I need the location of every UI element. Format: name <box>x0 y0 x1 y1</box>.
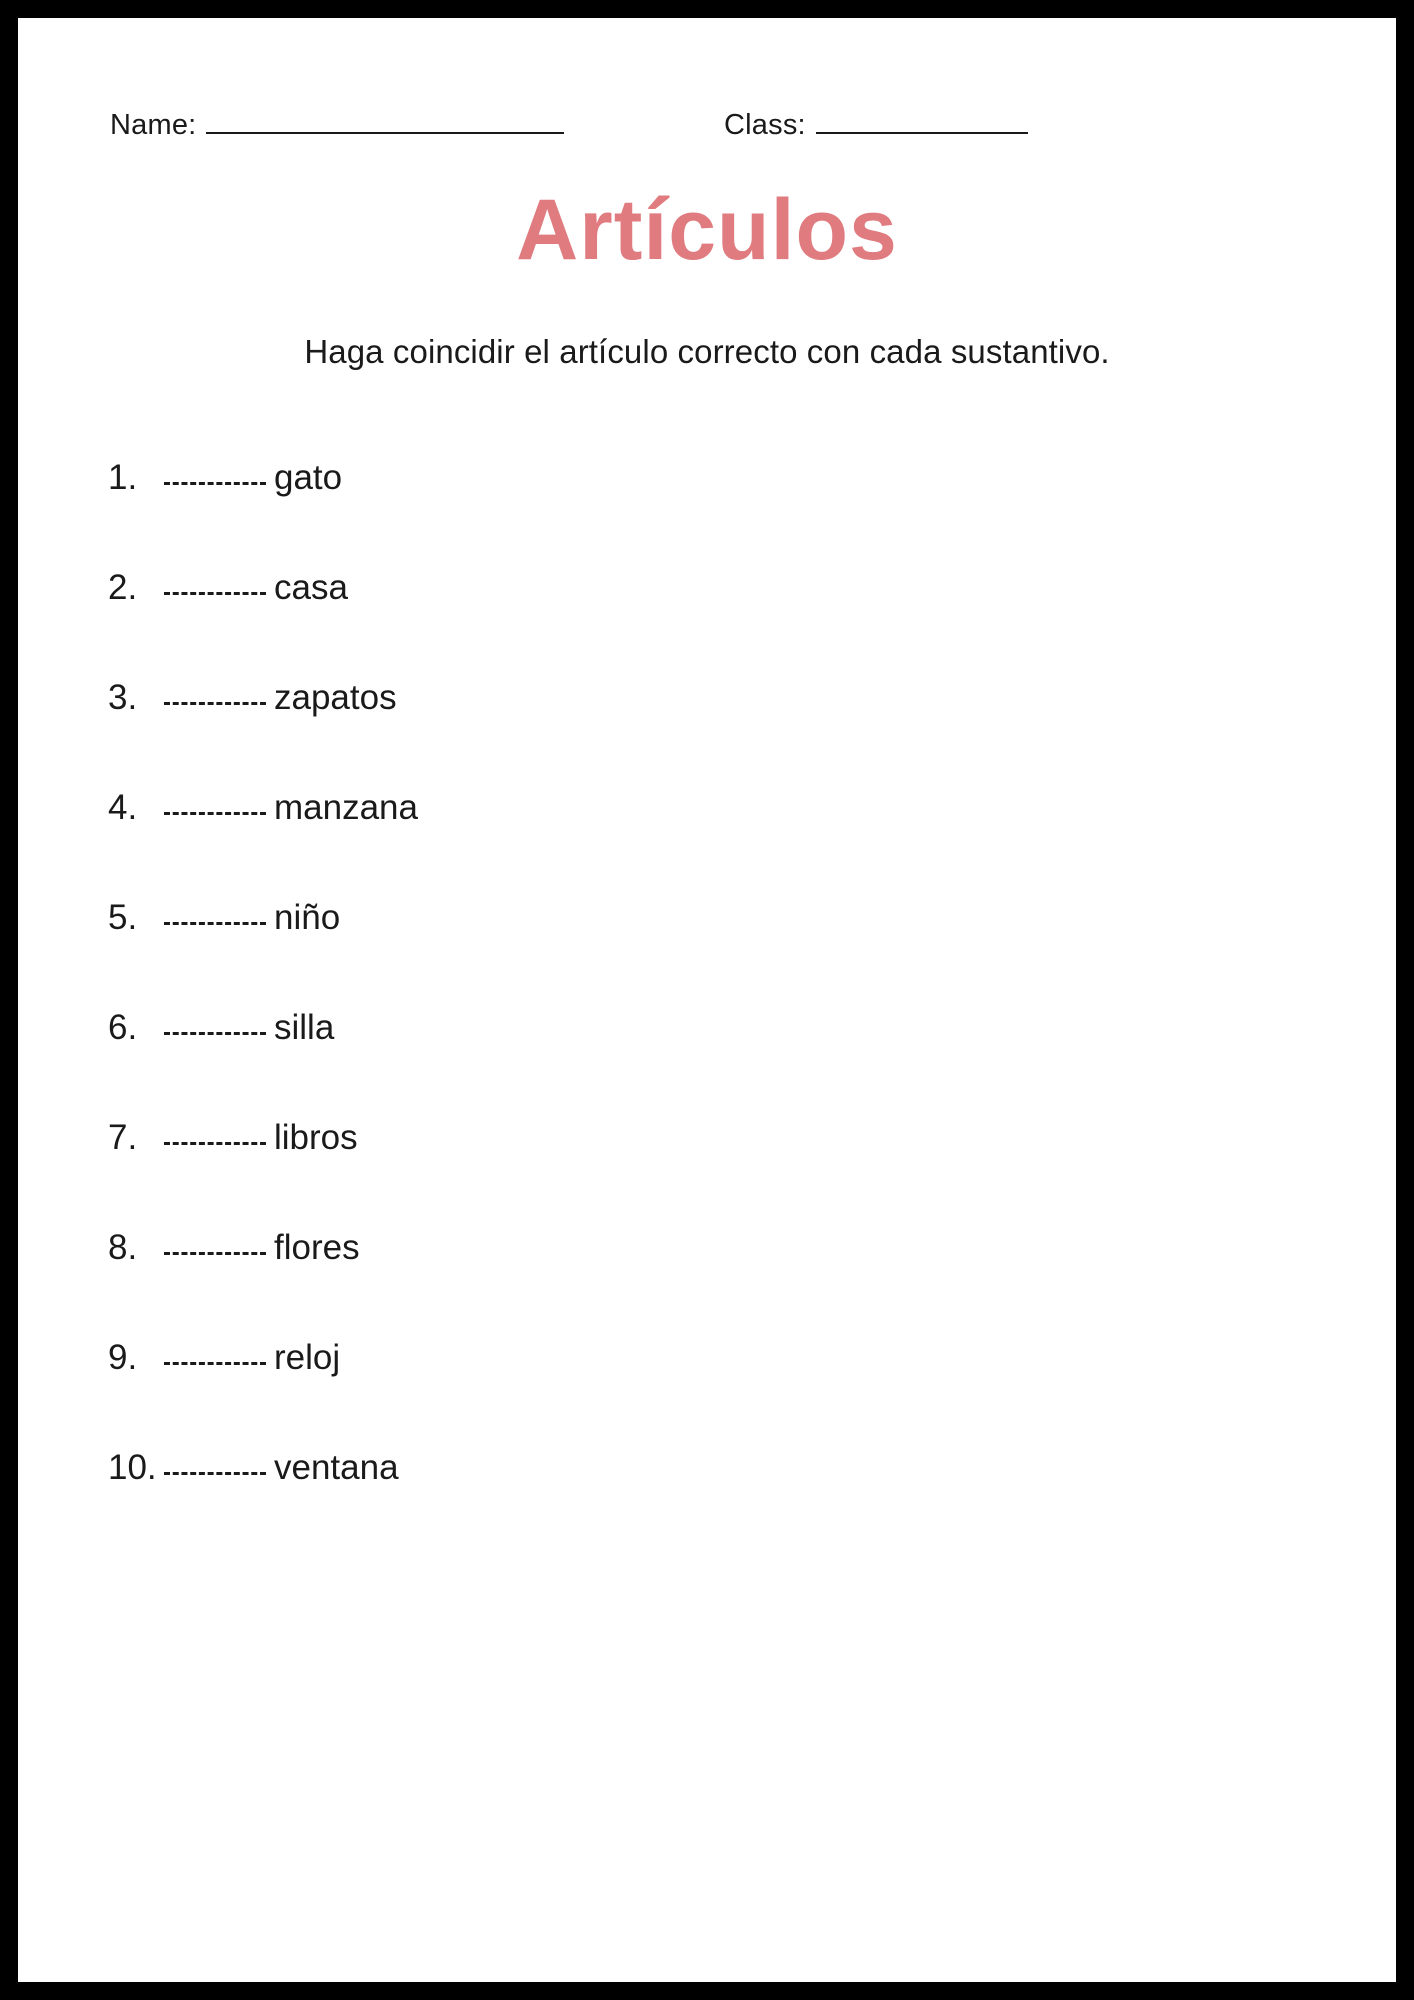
list-item <box>108 788 1208 898</box>
item-word: flores <box>274 1228 360 1267</box>
class-field-group <box>724 106 1028 142</box>
answer-blank[interactable] <box>164 1136 266 1145</box>
item-word: ventana <box>274 1448 399 1487</box>
list-item <box>108 568 1208 678</box>
item-word: zapatos <box>274 678 397 717</box>
list-item <box>108 1228 1208 1338</box>
item-word: niño <box>274 898 341 937</box>
list-item <box>108 898 1208 1008</box>
exercise-list <box>108 458 1208 1558</box>
item-number: 7. <box>108 1118 138 1157</box>
instructions-text: Haga coincidir el artículo correcto con cada sustantivo. <box>304 333 1110 370</box>
item-number: 6. <box>108 1008 138 1047</box>
worksheet-page <box>18 18 1396 1982</box>
list-item <box>108 1338 1208 1448</box>
item-number: 4. <box>108 788 138 827</box>
answer-blank[interactable] <box>164 806 266 815</box>
class-input-blank[interactable] <box>816 106 1028 134</box>
name-input-blank[interactable] <box>206 106 564 134</box>
list-item <box>108 1008 1208 1118</box>
item-word: libros <box>274 1118 358 1157</box>
list-item <box>108 1118 1208 1228</box>
name-field-group <box>110 106 564 142</box>
answer-blank[interactable] <box>164 1356 266 1365</box>
item-word: casa <box>274 568 348 607</box>
item-number: 2. <box>108 568 138 607</box>
list-item <box>108 678 1208 788</box>
item-word: silla <box>274 1008 335 1047</box>
name-label: Name: <box>110 109 197 141</box>
answer-blank[interactable] <box>164 1026 266 1035</box>
answer-blank[interactable] <box>164 1246 266 1255</box>
page-title: Artículos <box>516 182 898 278</box>
list-item <box>108 458 1208 568</box>
answer-blank[interactable] <box>164 586 266 595</box>
item-word: manzana <box>274 788 418 827</box>
item-number: 9. <box>108 1338 138 1377</box>
item-number: 8. <box>108 1228 138 1267</box>
item-number: 10. <box>108 1448 157 1487</box>
item-word: gato <box>274 458 343 497</box>
answer-blank[interactable] <box>164 696 266 705</box>
student-info-row <box>18 106 1396 146</box>
class-label: Class: <box>724 109 806 141</box>
item-word: reloj <box>274 1338 341 1377</box>
item-number: 3. <box>108 678 138 717</box>
answer-blank[interactable] <box>164 1466 266 1475</box>
answer-blank[interactable] <box>164 916 266 925</box>
list-item <box>108 1448 1208 1558</box>
item-number: 5. <box>108 898 138 937</box>
answer-blank[interactable] <box>164 476 266 485</box>
item-number: 1. <box>108 458 138 497</box>
